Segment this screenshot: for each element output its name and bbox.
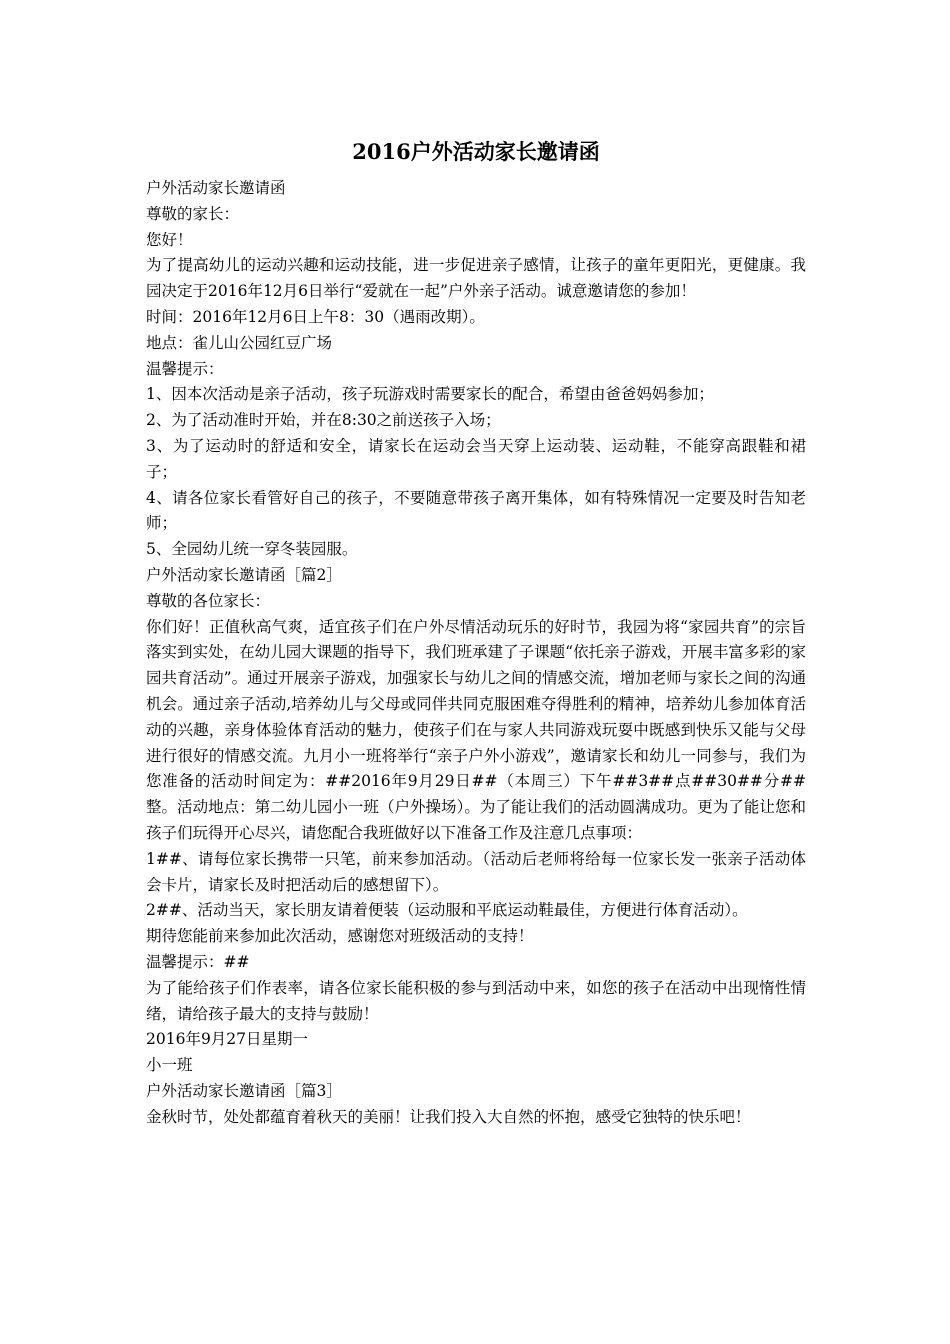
paragraph: 尊敬的家长：: [146, 204, 240, 223]
paragraph: 1##、请每位家长携带一只笔，前来参加活动。（活动后老师将给每一位家长发一张亲子活动体会卡片，请家长及时把活动后的感想留下）。: [146, 849, 806, 894]
paragraph: 为了能给孩子们作表率，请各位家长能积极的参与到活动中来，如您的孩子在活动中出现惰性情绪，请给孩子最大的支持与鼓励！: [146, 978, 806, 1023]
paragraph: 1、因本次活动是亲子活动，孩子玩游戏时需要家长的配合，希望由爸爸妈妈参加；: [146, 385, 714, 404]
paragraph: 2、为了活动准时开始，并在8:30之前送孩子入场；: [146, 411, 501, 430]
paragraph: 3、为了运动时的舒适和安全，请家长在运动会当天穿上运动装、运动鞋，不能穿高跟鞋和裙子；: [146, 436, 806, 481]
paragraph: 温馨提示：##: [146, 952, 250, 971]
paragraph: 期待您能前来参加此次活动，感谢您对班级活动的支持！: [146, 927, 534, 946]
paragraph: 5、全园幼儿统一穿冬装园服。: [146, 540, 358, 559]
paragraph: 2##、活动当天，家长朋友请着便装（运动服和平底运动鞋最佳，方便进行体育活动）。: [146, 901, 748, 920]
paragraph: 温馨提示：: [146, 359, 224, 378]
document-body: [146, 176, 806, 1130]
paragraph: 你们好！正值秋高气爽，适宜孩子们在户外尽情活动玩乐的好时节，我园为将“家园共育”的宗旨落实到实处，在幼儿园大课题的指导下，我们班承建了子课题“依托亲子游戏，开展丰富多彩的家园共育活动”。通过开展亲子游戏，加强家长与幼儿之间的情感交流，增加老师与家长之间的沟通机会。通过亲子活动,培养幼儿与父母或同伴共同克服困难夺得胜利的精神，培养幼儿参加体育活动的兴趣，亲身体验体育活动的魅力，使孩子们在与家人共同游戏玩耍中既感到快乐又能与父母进行很好的情感交流。九月小一班将举行“亲子户外小游戏”，邀请家长和幼儿一同参与，我们为您准备的活动时间定为：##2016年9月29日##（本周三）下午##3##点##30##分##整。活动地点：第二幼儿园小一班（户外操场）。为了能让我们的活动圆满成功。更为了能让您和孩子们玩得开心尽兴，请您配合我班做好以下准备工作及注意几点事项：: [146, 617, 806, 842]
paragraph: 时间：2016年12月6日上午8：30（遇雨改期）。: [146, 307, 485, 326]
paragraph: 小一班: [146, 1056, 193, 1075]
paragraph: 户外活动家长邀请函［篇3］: [146, 1081, 342, 1100]
paragraph: 尊敬的各位家长：: [146, 591, 271, 610]
paragraph: 地点：雀儿山公园红豆广场: [146, 333, 333, 352]
paragraph: 2016年9月27日星期一: [146, 1030, 309, 1049]
paragraph: 金秋时节，处处都蕴育着秋天的美丽！让我们投入大自然的怀抱，感受它独特的快乐吧！: [146, 1107, 751, 1126]
paragraph: 户外活动家长邀请函［篇2］: [146, 565, 342, 584]
paragraph: 户外活动家长邀请函: [146, 179, 286, 197]
document-page: [146, 138, 806, 1130]
paragraph: 您好！: [146, 230, 193, 249]
paragraph: 为了提高幼儿的运动兴趣和运动技能，进一步促进亲子感情，让孩子的童年更阳光，更健康。我园决定于2016年12月6日举行“爱就在一起”户外亲子活动。诚意邀请您的参加！: [146, 256, 806, 301]
paragraph: 4、请各位家长看管好自己的孩子，不要随意带孩子离开集体，如有特殊情况一定要及时告知老师；: [146, 488, 806, 533]
document-title: 2016户外活动家长邀请函: [352, 139, 600, 164]
